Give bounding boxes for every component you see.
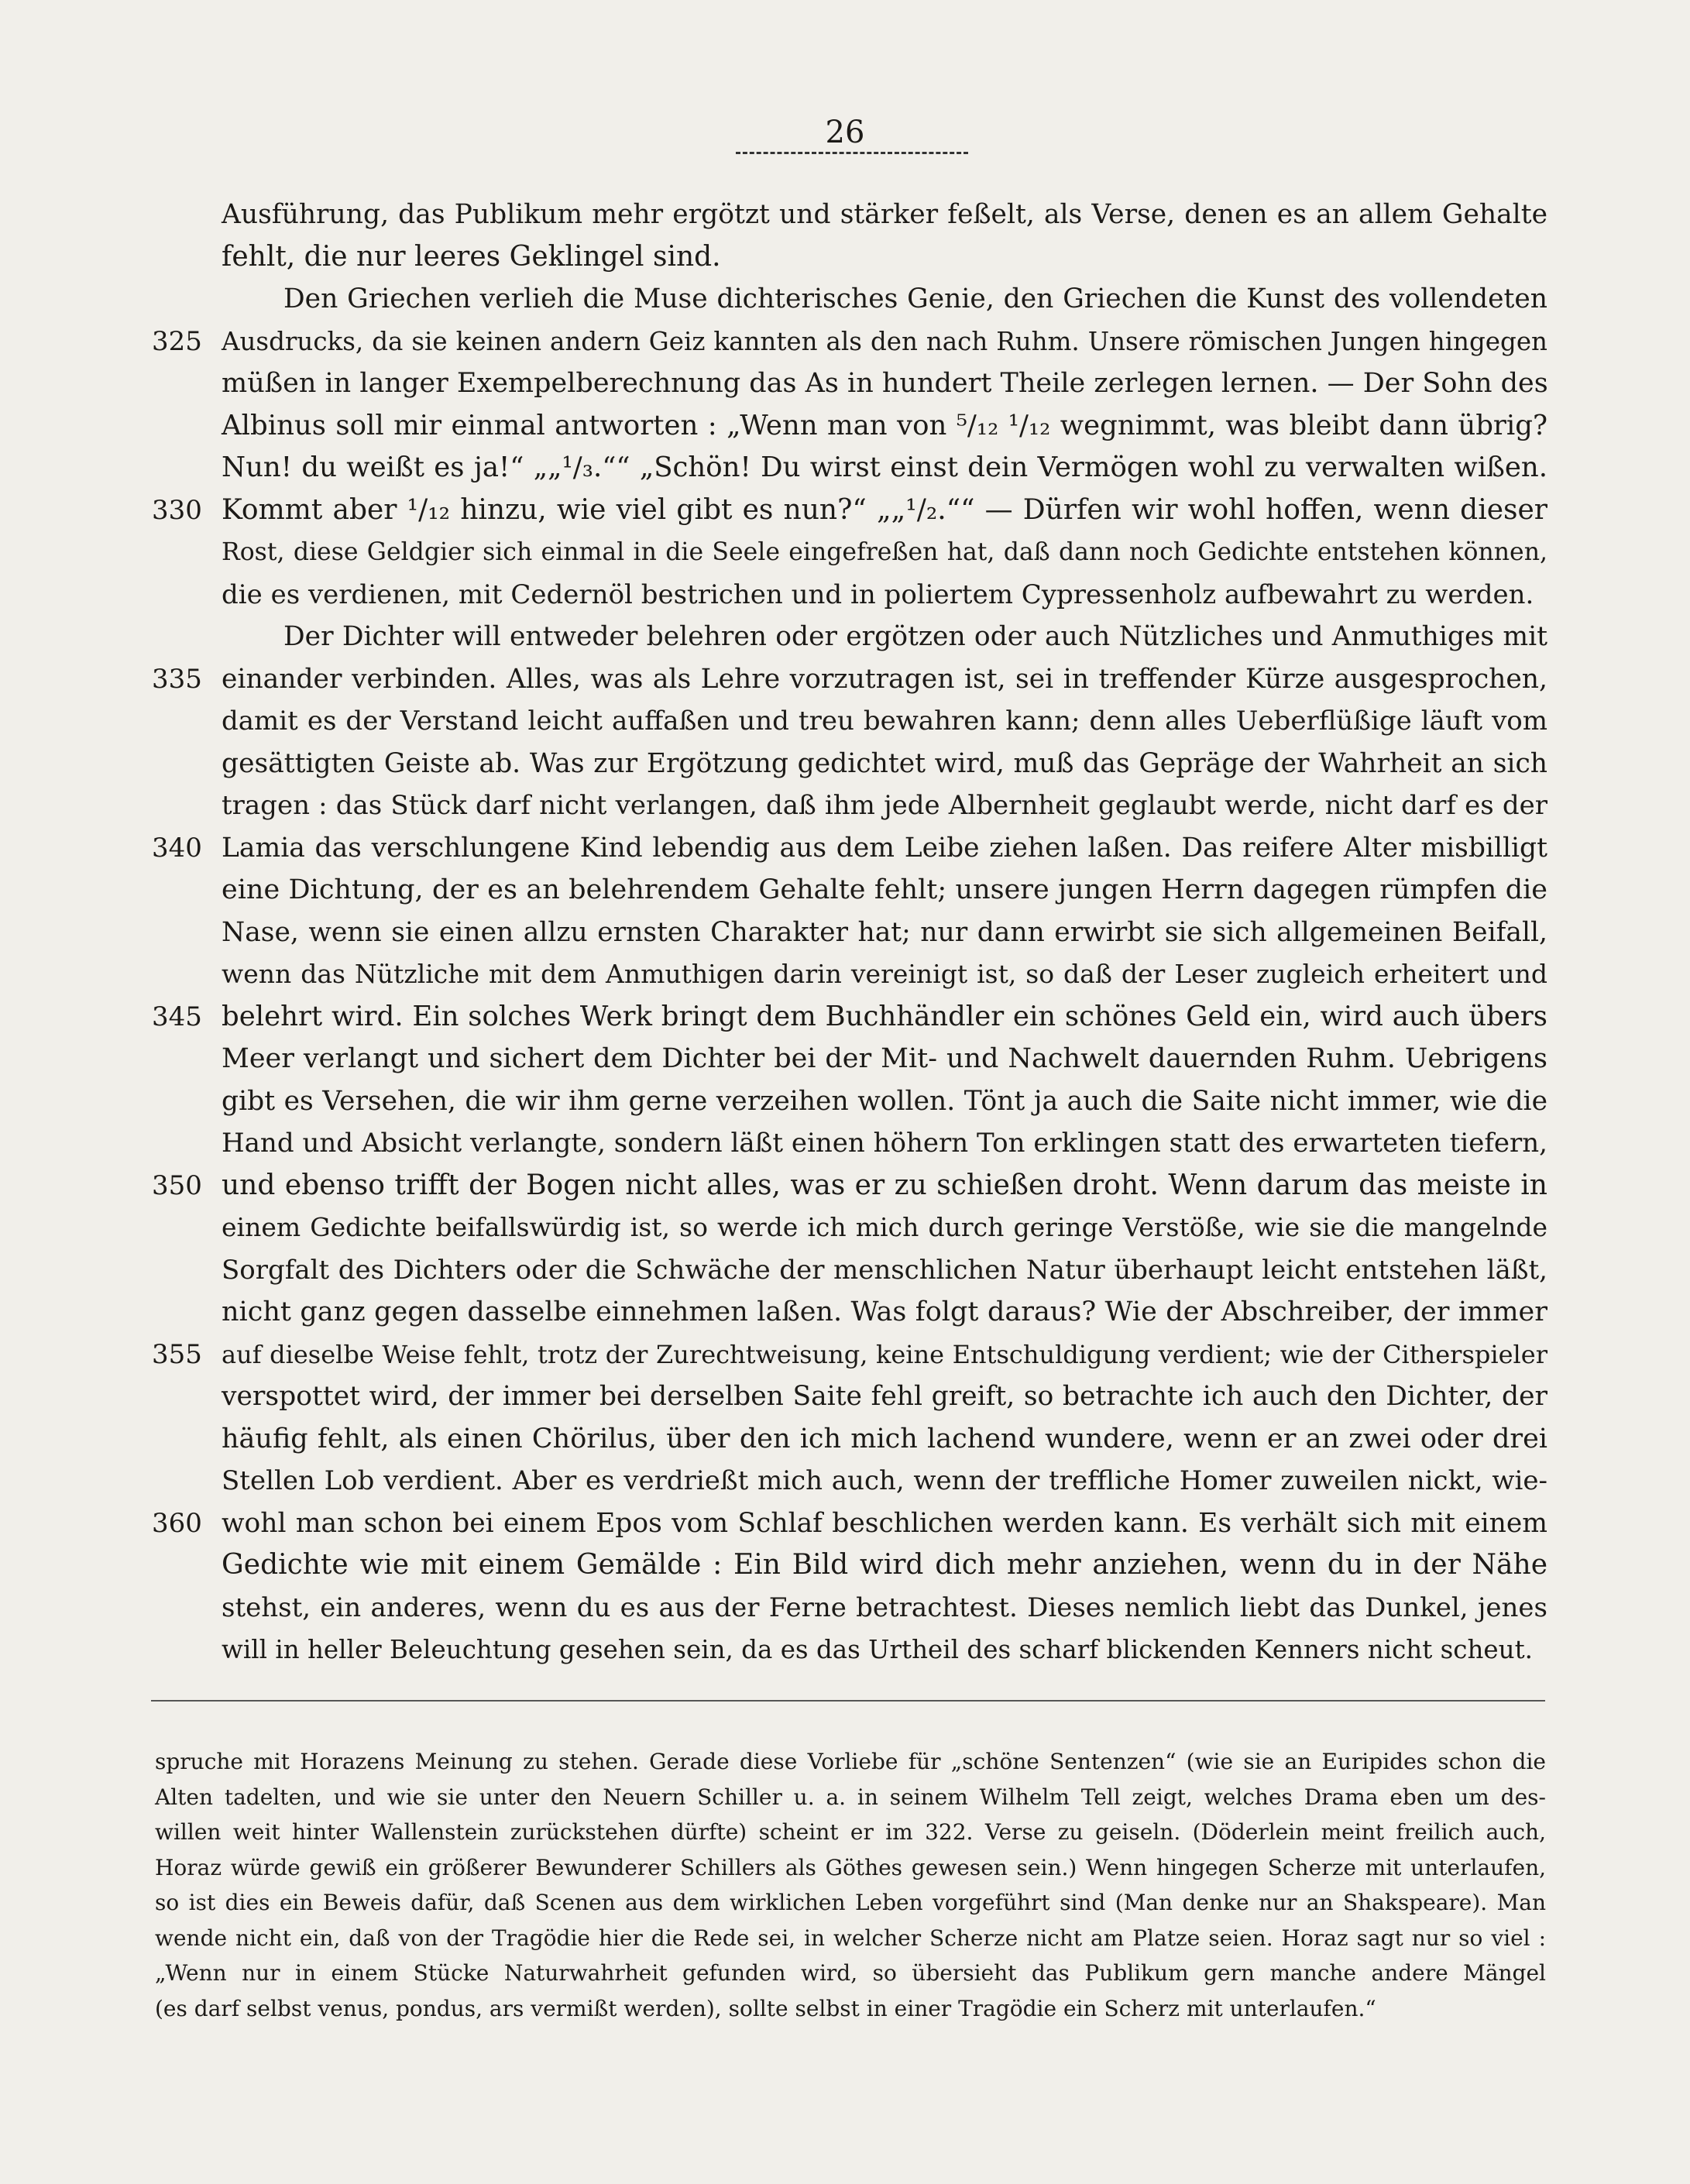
line-number: 340 <box>152 832 202 864</box>
text-line: Meer verlangt und sichert dem Dichter bei der Mit- und Nachwelt dauernden Ruhm. Uebrigens <box>222 1043 1547 1074</box>
line-number: 335 <box>152 663 202 695</box>
text-line: damit es der Verstand leicht auffaßen und treu bewahren kann; denn alles Ueberflüßige läuft vom <box>222 706 1547 737</box>
text-line: stehst, ein anderes, wenn du es aus der Ferne betrachtest. Dieses nemlich liebt das Dunkel, jenes <box>222 1592 1547 1623</box>
text-line: häufig fehlt, als einen Chörilus, über den ich mich lachend wundere, wenn er an zwei oder drei <box>222 1423 1547 1454</box>
text-line: Der Dichter will entweder belehren oder ergötzen oder auch Nützliches und Anmuthiges mit <box>283 621 1547 652</box>
text-line: die es verdienen, mit Cedernöl bestrichen und in poliertem Cypressenholz aufbewahrt zu werden. <box>222 579 1534 610</box>
text-line: verspottet wird, der immer bei derselben Saite fehl greift, so betrachte ich auch den Dichter, der <box>222 1381 1547 1412</box>
text-line: Ausführung, das Publikum mehr ergötzt und stärker feßelt, als Verse, denen es an allem Gehalte <box>222 199 1547 230</box>
text-line: wenn das Nützliche mit dem Anmuthigen darin vereinigt ist, so daß der Leser zugleich erheitert und <box>222 959 1547 989</box>
text-line: 345 belehrt wird. Ein solches Werk bringt dem Buchhändler ein schönes Geld ein, wird auch übers <box>222 996 1547 1039</box>
footnote-line: so ist dies ein Beweis dafür, daß Scenen aus dem wirklichen Leben vorgeführt sind (Man denke nur an Shakspeare). Man <box>155 1890 1546 1915</box>
text-line: eine Dichtung, der es an belehrendem Gehalte fehlt; unsere jungen Herrn dagegen rümpfen die <box>222 874 1547 905</box>
text-line: 330 Kommt aber ¹/₁₂ hinzu, wie viel gibt es nun?“ „„¹/₂.““ — Dürfen wir wohl hoffen, wenn dieser <box>222 489 1547 532</box>
footnote-line: (es darf selbst venus, pondus, ars vermißt werden), sollte selbst in einer Tragödie ein Scherz mit unterlaufen.“ <box>155 1995 1376 2021</box>
text-line: Den Griechen verlieh die Muse dichterisches Genie, den Griechen die Kunst des vollendeten <box>283 283 1547 314</box>
text-line: 325 Ausdrucks, da sie keinen andern Geiz kannten als den nach Ruhm. Unsere römischen Jungen hingegen <box>222 321 1547 363</box>
text-line: einem Gedichte beifallswürdig ist, so werde ich mich durch geringe Verstöße, wie sie die mangelnde <box>222 1212 1547 1242</box>
line-number: 325 <box>152 325 202 357</box>
line-number: 350 <box>152 1169 202 1201</box>
footnote-line: spruche mit Horazens Meinung zu stehen. Gerade diese Vorliebe für „schöne Sentenzen“ (wie sie an Euripides schon die <box>155 1749 1546 1774</box>
text-line: nicht ganz gegen dasselbe einnehmen laßen. Was folgt daraus? Wie der Abschreiber, der immer <box>222 1296 1547 1327</box>
text-line: fehlt, die nur leeres Geklingel sind. <box>222 240 721 273</box>
text-line: Rost, diese Geldgier sich einmal in die Seele eingefreßen hat, daß dann noch Gedichte entstehen können, <box>222 538 1547 566</box>
text-line: 335 einander verbinden. Alles, was als Lehre vorzutragen ist, sei in treffender Kürze ausgesprochen, <box>222 658 1547 701</box>
text-line: Sorgfalt des Dichters oder die Schwäche der menschlichen Natur überhaupt leicht entstehen läßt, <box>222 1254 1547 1286</box>
text-line: Gedichte wie mit einem Gemälde : Ein Bild wird dich mehr anziehen, wenn du in der Nähe <box>222 1549 1547 1581</box>
text-line: 350 und ebenso trifft der Bogen nicht alles, was er zu schießen droht. Wenn darum das meiste in <box>222 1165 1547 1207</box>
text-line: Nase, wenn sie einen allzu ernsten Charakter hat; nur dann erwirbt sie sich allgemeinen Beifall, <box>222 916 1547 948</box>
text-line: will in heller Beleuchtung gesehen sein, da es das Urtheil des scharf blickenden Kenners nicht scheut. <box>222 1635 1533 1664</box>
line-number: 360 <box>152 1507 202 1539</box>
footnote-line: willen weit hinter Wallenstein zurückstehen dürfte) scheint er im 322. Verse zu geiseln. (Döderlein meint freilich auch, <box>155 1819 1546 1845</box>
text-line: Nun! du weißt es ja!“ „„¹/₃.““ „Schön! Du wirst einst dein Vermögen wohl zu verwalten wißen. <box>222 452 1547 483</box>
main-text <box>152 194 1548 1671</box>
text-line: gibt es Versehen, die wir ihm gerne verzeihen wollen. Tönt ja auch die Saite nicht immer, wie die <box>222 1085 1547 1117</box>
line-number: 355 <box>152 1338 202 1370</box>
footnote-line: „Wenn nur in einem Stücke Naturwahrheit gefunden wird, so übersieht das Publikum gern manche andere Mängel <box>155 1960 1546 1986</box>
footnote-line: wende nicht ein, daß von der Tragödie hier die Rede sei, in welcher Scherze nicht am Platze seien. Horaz sagt nur so viel : <box>155 1925 1546 1951</box>
text-line: 340 Lamia das verschlungene Kind lebendig aus dem Leibe ziehen laßen. Das reifere Alter misbilligt <box>222 827 1547 870</box>
line-number: 330 <box>152 494 202 526</box>
footnote-line: Alten tadelten, und wie sie unter den Neuern Schiller u. a. in seinem Wilhelm Tell zeigt, welches Drama eben um des- <box>155 1784 1546 1810</box>
line-number: 345 <box>152 1001 202 1032</box>
footnotes <box>155 1744 1546 2026</box>
footnote-divider <box>151 1700 1545 1702</box>
footnote-line: Horaz würde gewiß ein größerer Bewunderer Schillers als Göthes gewesen sein.) Wenn hingegen Scherze mit unterlaufen, <box>155 1854 1546 1880</box>
text-line: 355 auf dieselbe Weise fehlt, trotz der Zurechtweisung, keine Entschuldigung verdient; wie der Citherspieler <box>222 1334 1547 1376</box>
text-line: Albinus soll mir einmal antworten : „Wenn man von ⁵/₁₂ ¹/₁₂ wegnimmt, was bleibt dann übrig? <box>222 409 1547 441</box>
text-line: tragen : das Stück darf nicht verlangen, daß ihm jede Albernheit geglaubt werde, nicht darf es der <box>222 790 1547 821</box>
text-line: Stellen Lob verdient. Aber es verdrießt mich auch, wenn der treffliche Homer zuweilen nickt, wie- <box>222 1465 1547 1496</box>
text-line: Hand und Absicht verlangte, sondern läßt einen höhern Ton erklingen statt des erwarteten tiefern, <box>222 1128 1547 1159</box>
text-line: gesättigten Geiste ab. Was zur Ergötzung gedichtet wird, muß das Gepräge der Wahrheit an sich <box>222 747 1547 779</box>
text-line: 360 wohl man schon bei einem Epos vom Schlaf beschlichen werden kann. Es verhält sich mit einem <box>222 1502 1547 1545</box>
page-number: 26 <box>825 115 865 150</box>
header-rule <box>736 152 968 154</box>
text-line: müßen in langer Exempelberechnung das As in hundert Theile zerlegen lernen. — Der Sohn des <box>222 368 1548 399</box>
